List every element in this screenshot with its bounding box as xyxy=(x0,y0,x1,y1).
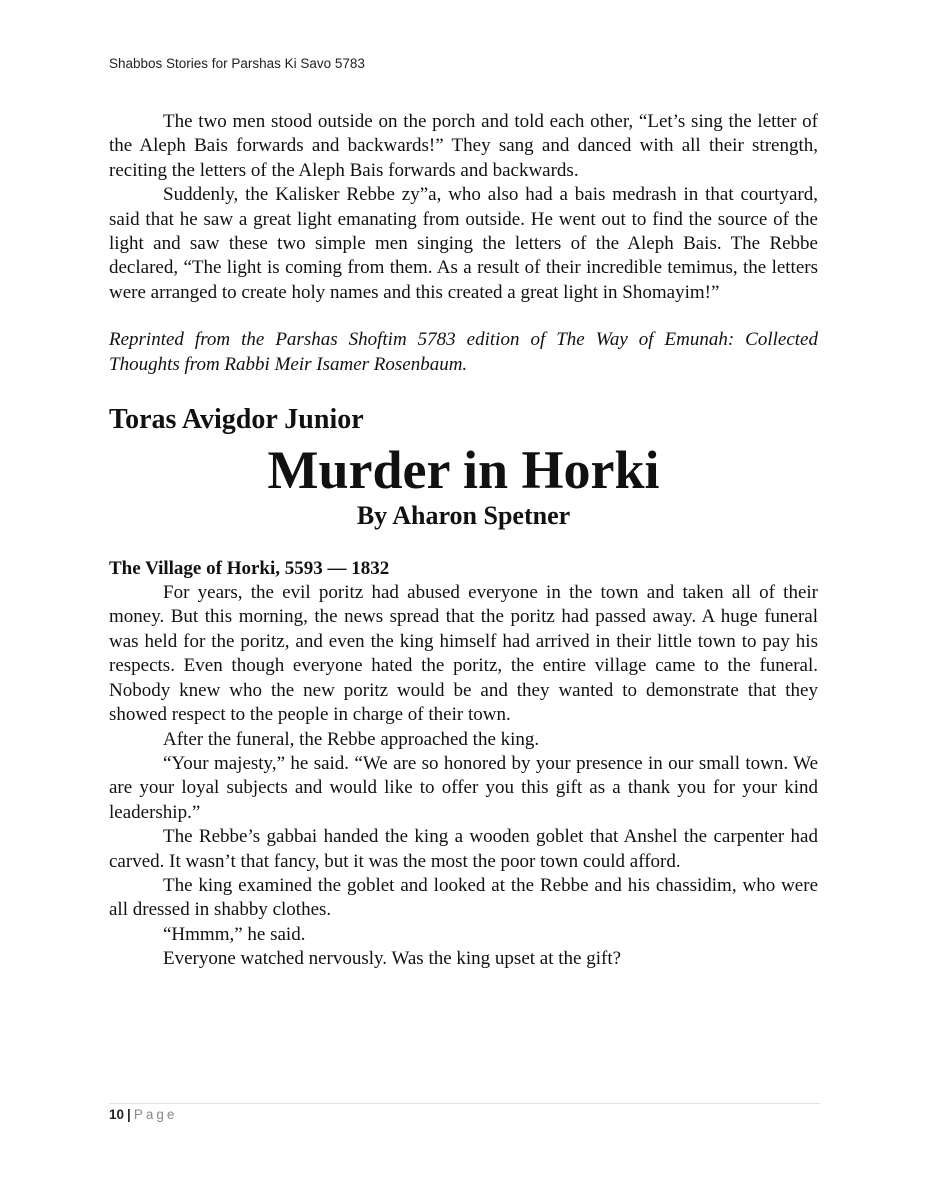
body-paragraph: Suddenly, the Kalisker Rebbe zy”a, who also had a bais medrash in that courtyard, said that he saw a great light emanating from outside. He went out to find the source of the light and saw these two simple men singing the letters of the Aleph Bais. The Rebbe declared, “The light is coming from them. As a result of their incredible temimus, the letters were arranged to create holy names and this created a great light in Shomayim!” xyxy=(109,184,818,303)
page-word: Page xyxy=(133,1107,178,1122)
body-paragraph: “Hmmm,” he said. xyxy=(163,923,306,945)
running-header: Shabbos Stories for Parshas Ki Savo 5783 xyxy=(109,56,365,71)
story-byline: By Aharon Spetner xyxy=(356,501,571,531)
story-subheading: The Village of Horki, 5593 — 1832 xyxy=(109,558,390,580)
page-body xyxy=(109,110,818,972)
body-paragraph: The two men stood outside on the porch and told each other, “Let’s sing the letter of the Aleph Bais forwards and backwards!” They sang and danced with all their strength, reciting the letters of the Aleph Bais forwards and backwards. xyxy=(109,111,818,181)
body-paragraph: After the funeral, the Rebbe approached the king. xyxy=(163,728,540,750)
section-label: Toras Avigdor Junior xyxy=(109,404,364,436)
footer-separator: | xyxy=(127,1107,131,1122)
body-paragraph: Everyone watched nervously. Was the king upset at the gift? xyxy=(163,948,622,970)
page-number: 10 xyxy=(109,1107,125,1122)
reprint-credit: Reprinted from the Parshas Shoftim 5783 edition of The Way of Emunah: Collected Thoughts from Rabbi Meir Isamer Rosenbaum. xyxy=(109,329,818,375)
body-paragraph: The king examined the goblet and looked at the Rebbe and his chassidim, who were all dressed in shabby clothes. xyxy=(109,874,818,921)
footer-divider xyxy=(109,1103,820,1104)
body-paragraph: The Rebbe’s gabbai handed the king a wooden goblet that Anshel the carpenter had carved. It wasn’t that fancy, but it was the most the poor town could afford. xyxy=(109,826,818,872)
body-paragraph: For years, the evil poritz had abused everyone in the town and taken all of their money. But this morning, the news spread that the poritz had passed away. A huge funeral was held for the poritz, and even the king himself had arrived in their little town to pay his respects. Even though everyone hated the poritz, the entire village came to the funeral. Nobody knew who the new poritz would be and they wanted to demonstrate that they showed respect to the people in charge of their town. xyxy=(109,582,818,726)
body-paragraph: “Your majesty,” he said. “We are so honored by your presence in our small town. We are your loyal subjects and would like to offer you this gift as a thank you for your kind leadership.” xyxy=(109,752,818,823)
page-footer xyxy=(109,1107,177,1122)
story-title: Murder in Horki xyxy=(267,440,660,501)
